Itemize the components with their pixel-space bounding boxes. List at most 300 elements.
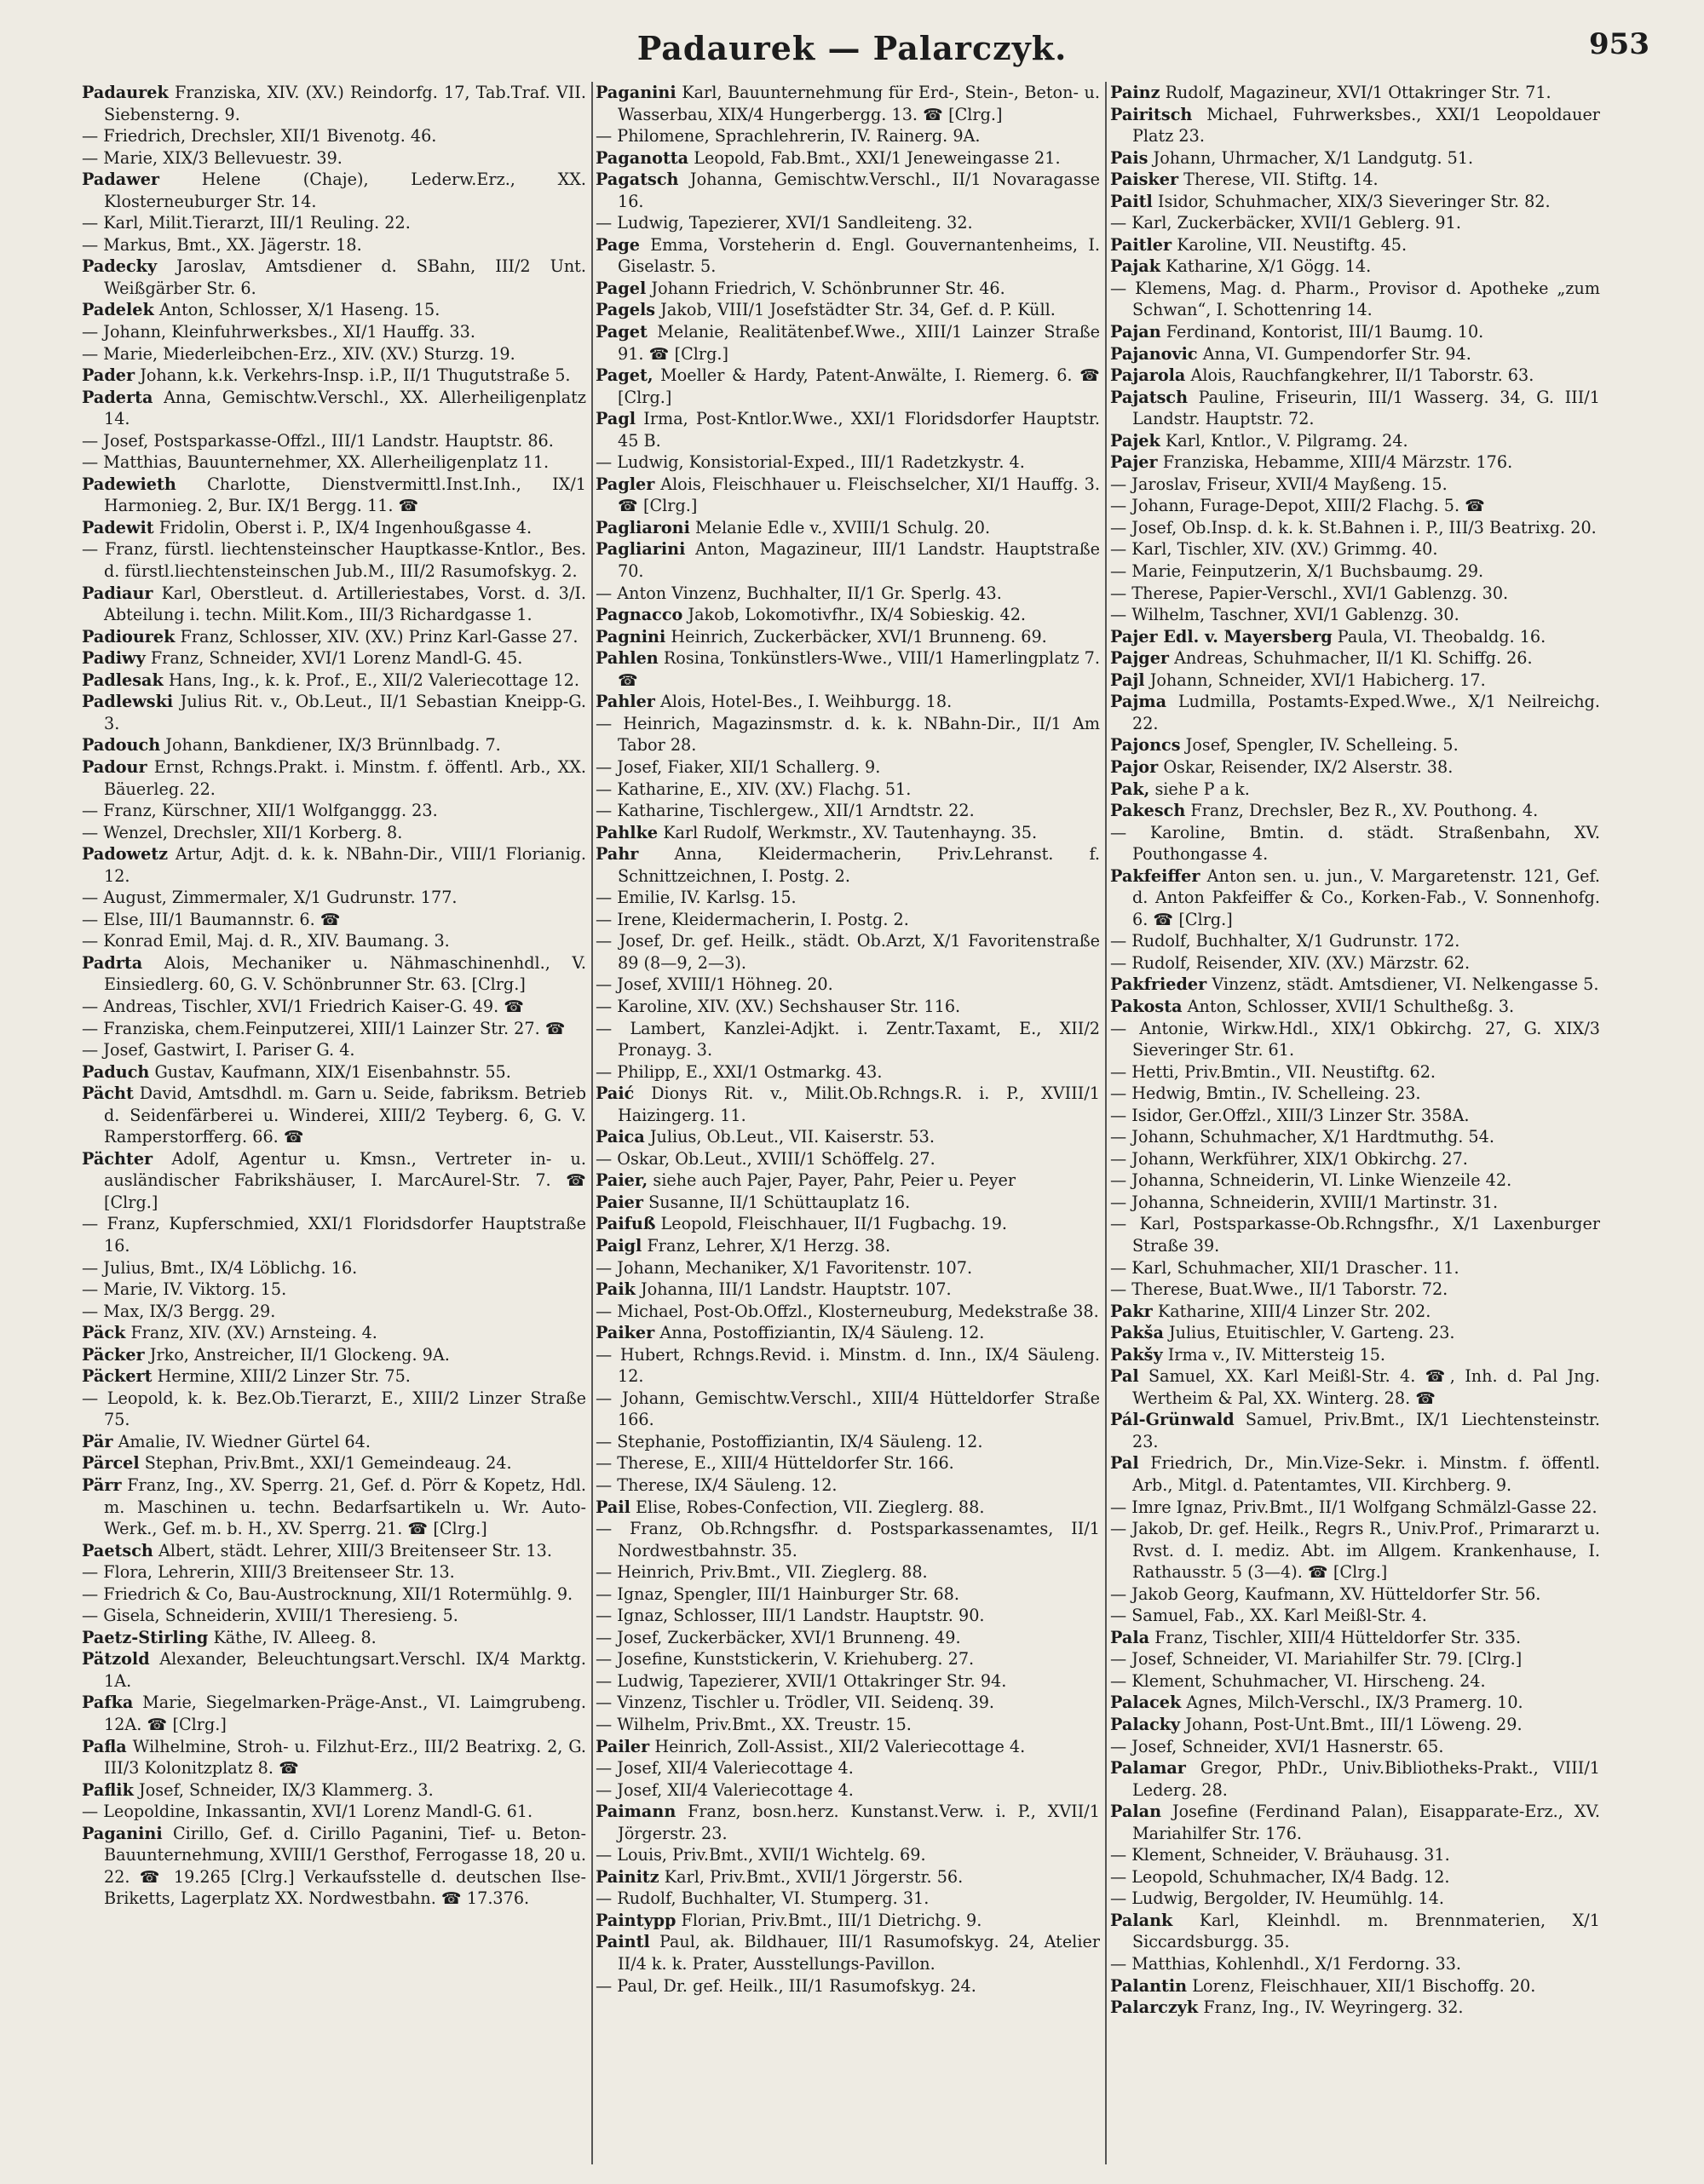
directory-entry	[1110, 1714, 1600, 1736]
entry-text: — Therese, IX/4 Säuleng. 12.	[596, 1475, 838, 1495]
entry-text: Anna, Postoffiziantin, IX/4 Säuleng. 12.	[659, 1323, 985, 1343]
entry-text: — Karl, Tischler, XIV. (XV.) Grimmg. 40.	[1110, 539, 1438, 560]
directory-entry	[82, 1018, 586, 1040]
entry-surname: Pala	[1110, 1627, 1150, 1647]
directory-entry	[82, 843, 586, 887]
directory-entry	[1110, 147, 1600, 170]
entry-text: — Andreas, Tischler, XVI/1 Friedrich Kaiser-G. 49. ☎	[82, 996, 525, 1016]
directory-entry	[596, 1627, 1100, 1649]
directory-entry	[82, 321, 586, 343]
entry-text: — Marie, IV. Viktorg. 15.	[82, 1279, 287, 1300]
entry-surname: Pajer	[1110, 452, 1158, 473]
entry-text: Karl, Bauunternehmung für Erd-, Stein-, Beton- u. Wasserbau, XIX/4 Hungerbergg. 13. ☎ [Clrg.]	[618, 83, 1100, 124]
directory-entry	[596, 1431, 1100, 1453]
directory-entry	[596, 408, 1100, 451]
column-divider	[1105, 82, 1107, 2164]
entry-text: — Leopold, Schuhmacher, IX/4 Badg. 12.	[1110, 1866, 1450, 1887]
entry-surname: Pakfrieder	[1110, 974, 1207, 995]
entry-text: Ludmilla, Postamts-Exped.Wwe., X/1 Neilreichg. 22.	[1132, 692, 1600, 733]
directory-entry	[82, 734, 586, 756]
directory-entry	[1110, 1670, 1600, 1693]
directory-entry	[1110, 169, 1600, 191]
directory-entry	[1110, 474, 1600, 496]
directory-entry	[596, 1235, 1100, 1257]
entry-surname: Padiourek	[82, 626, 176, 647]
directory-entry	[1110, 1409, 1600, 1452]
entry-surname: Paitler	[1110, 234, 1172, 255]
directory-entry	[596, 1474, 1100, 1497]
entry-text: — Karoline, Bmtin. d. städt. Straßenbahn, XV. Pouthongasse 4.	[1110, 822, 1600, 865]
directory-entry	[1110, 560, 1600, 583]
directory-entry	[596, 930, 1100, 974]
entry-text: — Friedrich, Drechsler, XII/1 Bivenotg. 46.	[82, 126, 437, 147]
directory-entry	[82, 82, 586, 125]
directory-entry	[1110, 387, 1600, 430]
directory-entry	[596, 125, 1100, 147]
directory-entry	[82, 1083, 586, 1148]
entry-text: Rudolf, Magazineur, XVI/1 Ottakringer Str. 71.	[1165, 83, 1551, 102]
entry-text: Therese, VII. Stiftg. 14.	[1183, 170, 1379, 190]
directory-entry	[82, 147, 586, 170]
entry-text: — August, Zimmermaler, X/1 Gudrunstr. 177.	[82, 888, 458, 908]
entry-text: Irma v., IV. Mittersteig 15.	[1167, 1344, 1386, 1365]
entry-text: — Franziska, chem.Feinputzerei, XIII/1 Lainzer Str. 27. ☎	[82, 1018, 566, 1038]
directory-entry	[1110, 1061, 1600, 1083]
entry-surname: Pächter	[82, 1148, 153, 1169]
entry-surname: Pakfeiffer	[1110, 865, 1200, 886]
entry-surname: Palank	[1110, 1910, 1173, 1930]
entry-text: Franz, XIV. (XV.) Arnsteing. 4.	[130, 1323, 377, 1343]
directory-entry	[1110, 495, 1600, 517]
entry-text: — Irene, Kleidermacherin, I. Postg. 2.	[596, 909, 909, 929]
entry-text: Charlotte, Dienstvermittl.Inst.Inh., IX/1 Harmonieg. 2, Bur. IX/1 Bergg. 11. ☎	[104, 474, 586, 516]
entry-text: Jakob, VIII/1 Josefstädter Str. 34, Gef. d. P. Küll.	[660, 300, 1056, 320]
directory-entry	[596, 517, 1100, 539]
entry-surname: Pahr	[596, 844, 639, 865]
directory-entry	[1110, 670, 1600, 692]
entry-text: — Franz, Ob.Rchngsfhr. d. Postsparkassenamtes, II/1 Nordwestbahnstr. 35.	[596, 1519, 1100, 1560]
entry-surname: Pál-Grünwald	[1110, 1410, 1235, 1430]
directory-entry	[1110, 1192, 1600, 1214]
entry-surname: Pais	[1110, 147, 1148, 168]
directory-entry	[82, 1561, 586, 1583]
entry-text: — Johanna, Schneiderin, VI. Linke Wienzeile 42.	[1110, 1170, 1512, 1191]
entry-text: Artur, Adjt. d. k. k. NBahn-Dir., VIII/1 Florianig. 12.	[104, 844, 586, 886]
directory-entry	[596, 1279, 1100, 1301]
entry-surname: Pajatsch	[1110, 387, 1189, 407]
directory-entry	[596, 1301, 1100, 1323]
entry-text: Oskar, Reisender, IX/2 Alserstr. 38.	[1163, 756, 1454, 777]
entry-text: Alois, Fleischhauer u. Fleischselcher, XI/1 Hauffg. 3. ☎ [Clrg.]	[618, 474, 1100, 516]
entry-text: — Heinrich, Priv.Bmt., VII. Zieglerg. 88.	[596, 1562, 928, 1583]
entry-text: — Josef, Dr. gef. Heilk., städt. Ob.Arzt, X/1 Favoritenstraße 89 (8—9, 2—3).	[596, 931, 1100, 973]
entry-surname: Paitl	[1110, 191, 1153, 211]
entry-text: Elise, Robes-Confection, VII. Zieglerg. 88.	[636, 1497, 985, 1517]
directory-entry	[82, 1213, 586, 1256]
directory-entry	[1110, 1148, 1600, 1170]
entry-surname: Pärcel	[82, 1453, 140, 1474]
entry-text: Irma, Post-Kntlor.Wwe., XXI/1 Floridsdorfer Hauptstr. 45 B.	[618, 409, 1100, 451]
entry-text: — Josef, XVIII/1 Höhneg. 20.	[596, 974, 833, 995]
entry-text: Franz, Ing., IV. Weyringerg. 32.	[1203, 1997, 1464, 2018]
entry-surname: Padlewski	[82, 692, 174, 712]
entry-text: — Max, IX/3 Bergg. 29.	[82, 1301, 276, 1321]
entry-text: — Johann, Werkführer, XIX/1 Obkirchg. 27.	[1110, 1148, 1468, 1169]
entry-text: — Anton Vinzenz, Buchhalter, II/1 Gr. Sperlg. 43.	[596, 583, 1002, 603]
directory-entry	[82, 1474, 586, 1540]
entry-surname: Padrta	[82, 952, 143, 973]
entry-surname: Pakr	[1110, 1301, 1153, 1321]
entry-text: — Marie, XIX/3 Bellevuestr. 39.	[82, 147, 343, 168]
entry-surname: Page	[596, 234, 640, 255]
directory-entry	[596, 822, 1100, 844]
entry-text: — Josefine, Kunststickerin, V. Kriehuberg. 27.	[596, 1649, 975, 1670]
entry-text: — Johann, Kleinfuhrwerksbes., XI/1 Hauffg. 33.	[82, 322, 475, 342]
entry-text: — Josef, Schneider, VI. Mariahilfer Str. 79. [Clrg.]	[1110, 1649, 1523, 1670]
directory-entry	[1110, 1452, 1600, 1496]
directory-entry	[1110, 1801, 1600, 1844]
entry-text: Karl, Kleinhdl. m. Brennmaterien, X/1 Siccardsburgg. 35.	[1132, 1910, 1600, 1952]
entry-surname: Pajer Edl. v. Mayersberg	[1110, 626, 1333, 647]
directory-entry	[82, 1431, 586, 1453]
directory-entry	[82, 1801, 586, 1823]
entry-text: Heinrich, Zuckerbäcker, XVI/1 Brunneng. 69.	[671, 626, 1047, 647]
entry-text: — Lambert, Kanzlei-Adjkt. i. Zentr.Taxamt, E., XII/2 Pronayg. 3.	[596, 1018, 1100, 1060]
entry-surname: Pagnacco	[596, 605, 683, 625]
entry-surname: Padiwy	[82, 648, 146, 669]
page-number: 953	[1589, 27, 1649, 61]
entry-text: — Rudolf, Buchhalter, VI. Stumperg. 31.	[596, 1888, 930, 1909]
entry-text: Karl Rudolf, Werkmstr., XV. Tautenhayng. 35.	[663, 822, 1038, 842]
directory-entry	[82, 125, 586, 147]
entry-surname: Päck	[82, 1323, 126, 1343]
directory-entry	[82, 1627, 586, 1649]
directory-entry	[1110, 538, 1600, 560]
running-head: Padaurek — Palarczyk.	[636, 29, 1068, 67]
entry-text: Franziska, Hebamme, XIII/4 Märzstr. 176.	[1162, 452, 1513, 473]
entry-text: Johann, Bankdiener, IX/3 Brünnlbadg. 7.	[165, 735, 501, 756]
directory-entry	[82, 887, 586, 909]
column-middle	[596, 82, 1100, 2164]
entry-text: — Imre Ignaz, Priv.Bmt., II/1 Wolfgang Schmälzl-Gasse 22.	[1110, 1497, 1598, 1517]
directory-entry	[596, 909, 1100, 931]
entry-surname: Pächt	[82, 1083, 134, 1104]
entry-surname: Pairitsch	[1110, 104, 1193, 124]
entry-text: — Markus, Bmt., XX. Jägerstr. 18.	[82, 234, 362, 255]
directory-entry	[82, 256, 586, 299]
entry-surname: Paier,	[596, 1170, 648, 1191]
entry-surname: Pahlen	[596, 648, 659, 669]
entry-surname: Pagels	[596, 300, 656, 320]
directory-entry	[1110, 1170, 1600, 1192]
entry-text: — Josef, Zuckerbäcker, XVI/1 Brunneng. 49.	[596, 1627, 961, 1647]
entry-surname: Padecky	[82, 256, 158, 277]
directory-entry	[596, 1779, 1100, 1802]
entry-text: Ferdinand, Kontorist, III/1 Baumg. 10.	[1166, 322, 1484, 342]
directory-entry	[596, 1518, 1100, 1561]
entry-surname: Pak,	[1110, 779, 1150, 799]
entry-surname: Paduch	[82, 1061, 150, 1082]
entry-text: — Wilhelm, Taschner, XVI/1 Gablenzg. 30.	[1110, 605, 1459, 625]
entry-text: — Gisela, Schneiderin, XVIII/1 Theresieng. 5.	[82, 1606, 458, 1626]
entry-text: Julius Rit. v., Ob.Leut., II/1 Sebastian Kneipp-G. 3.	[104, 692, 586, 733]
entry-surname: Pailer	[596, 1736, 650, 1756]
entry-surname: Pagatsch	[596, 170, 679, 190]
directory-entry	[1110, 1692, 1600, 1714]
entry-text: Johann, k.k. Verkehrs-Insp. i.P., II/1 Thugutstraße 5.	[140, 365, 571, 386]
entry-text: — Oskar, Ob.Leut., XVIII/1 Schöffelg. 27.	[596, 1148, 935, 1169]
entry-text: Anna, VI. Gumpendorfer Str. 94.	[1202, 343, 1471, 364]
entry-text: Karoline, VII. Neustiftg. 45.	[1177, 234, 1408, 255]
entry-text: — Ignaz, Schlosser, III/1 Landstr. Hauptstr. 90.	[596, 1606, 985, 1626]
entry-surname: Paik	[596, 1279, 636, 1300]
directory-entry	[1110, 1648, 1600, 1670]
entry-surname: Pagler	[596, 474, 655, 494]
entry-surname: Pal	[1110, 1453, 1139, 1474]
entry-text: — Ignaz, Spengler, III/1 Hainburger Str. 68.	[596, 1583, 959, 1604]
entry-text: Karl, Kntlor., V. Pilgramg. 24.	[1165, 430, 1408, 451]
entry-text: — Josef, Postsparkasse-Offzl., III/1 Landstr. Hauptstr. 86.	[82, 430, 554, 451]
directory-entry	[1110, 1105, 1600, 1127]
entry-text: — Samuel, Fab., XX. Karl Meißl-Str. 4.	[1110, 1606, 1427, 1626]
directory-entry	[82, 538, 586, 582]
directory-entry	[1110, 517, 1600, 539]
entry-text: — Jakob Georg, Kaufmann, XV. Hütteldorfer Str. 56.	[1110, 1583, 1541, 1604]
directory-entry	[82, 343, 586, 365]
entry-surname: Pafka	[82, 1693, 134, 1713]
directory-entry	[82, 169, 586, 212]
entry-text: — Therese, Buat.Wwe., II/1 Taborstr. 72.	[1110, 1279, 1448, 1300]
directory-entry	[82, 691, 586, 734]
directory-entry	[82, 1779, 586, 1802]
entry-surname: Paetz-Stirling	[82, 1627, 209, 1647]
entry-text: Franz, Schneider, XVI/1 Lorenz Mandl-G. 45.	[150, 648, 523, 669]
directory-entry	[82, 1279, 586, 1301]
entry-surname: Pajl	[1110, 670, 1145, 690]
entry-text: Andreas, Schuhmacher, II/1 Kl. Schiffg. 26.	[1174, 648, 1533, 669]
entry-text: — Matthias, Kohlenhdl., X/1 Ferdorng. 33.	[1110, 1954, 1462, 1974]
directory-entry	[82, 670, 586, 692]
entry-surname: Pajek	[1110, 430, 1160, 451]
entry-text: — Konrad Emil, Maj. d. R., XIV. Baumang. 3.	[82, 931, 450, 951]
directory-entry	[596, 1844, 1100, 1866]
directory-entry	[1110, 734, 1600, 756]
entry-text: Dionys Rit. v., Milit.Ob.Rchngs.R. i. P., XVIII/1 Haizingerg. 11.	[618, 1083, 1100, 1125]
directory-entry	[82, 451, 586, 474]
entry-text: Albert, städt. Lehrer, XIII/3 Breitenseer Str. 13.	[158, 1540, 552, 1560]
entry-text: Leopold, Fleischhauer, II/1 Fugbachg. 19.	[660, 1214, 1007, 1234]
directory-entry	[1110, 365, 1600, 387]
entry-text: Fridolin, Oberst i. P., IX/4 Ingenhoußgasse 4.	[158, 517, 532, 537]
entry-surname: Paisker	[1110, 170, 1179, 190]
entry-text: — Flora, Lehrerin, XIII/3 Breitenseer Str. 13.	[82, 1562, 455, 1583]
directory-entry	[1110, 1344, 1600, 1366]
entry-text: — Klement, Schuhmacher, VI. Hirscheng. 24.	[1110, 1670, 1486, 1691]
entry-text: Julius, Etuitischler, V. Garteng. 23.	[1168, 1323, 1455, 1343]
directory-entry	[596, 1148, 1100, 1170]
entry-text: — Rudolf, Reisender, XIV. (XV.) Märzstr. 62.	[1110, 952, 1471, 973]
directory-entry	[82, 1322, 586, 1344]
page-header	[0, 26, 1704, 68]
directory-entry	[596, 843, 1100, 887]
directory-entry	[82, 1823, 586, 1910]
directory-entry	[596, 1018, 1100, 1061]
directory-entry	[1110, 1583, 1600, 1606]
entry-text: — Marie, Miederleibchen-Erz., XIV. (XV.) Sturzg. 19.	[82, 343, 515, 364]
directory-entry	[596, 1213, 1100, 1235]
entry-surname: Pail	[596, 1497, 630, 1517]
entry-text: Alexander, Beleuchtungsart.Verschl. IX/4 Marktg. 1A.	[104, 1649, 586, 1691]
entry-text: Johann, Uhrmacher, X/1 Landgutg. 51.	[1153, 147, 1474, 168]
entry-text: — Karl, Milit.Tierarzt, III/1 Reuling. 22.	[82, 213, 411, 233]
entry-text: Samuel, XX. Karl Meißl-Str. 4. ☎, Inh. d. Pal Jng. Wertheim & Pal, XX. Winterg. 28. ☎	[1132, 1366, 1600, 1408]
directory-entry	[596, 1757, 1100, 1779]
entry-text: Johann, Post-Unt.Bmt., III/1 Löweng. 29.	[1185, 1715, 1523, 1735]
directory-entry	[1110, 430, 1600, 452]
entry-text: — Franz, fürstl. liechtensteinscher Hauptkasse-Kntlor., Bes. d. fürstl.liechtensteinschen Jub.M., III/2 Rasumofskyg. 2.	[82, 539, 586, 582]
directory-entry	[596, 1801, 1100, 1844]
directory-entry	[82, 952, 586, 996]
directory-entry	[1110, 1997, 1600, 2019]
entry-surname: Pagel	[596, 278, 647, 298]
entry-text: Adolf, Agentur u. Kmsn., Vertreter in- u. ausländischer Fabrikshäuser, I. MarcAurel-Str. 7. ☎ [Clrg.]	[104, 1148, 586, 1212]
entry-text: — Leopoldine, Inkassantin, XVI/1 Lorenz Mandl-G. 61.	[82, 1802, 533, 1822]
entry-text: — Johann, Gemischtw.Verschl., XIII/4 Hütteldorfer Straße 166.	[596, 1388, 1100, 1430]
directory-entry	[596, 1126, 1100, 1148]
directory-entry	[1110, 1736, 1600, 1758]
entry-text: Heinrich, Zoll-Assist., XII/2 Valeriecottage 4.	[654, 1736, 1026, 1756]
directory-entry	[596, 1648, 1100, 1670]
entry-text: Hans, Ing., k. k. Prof., E., XII/2 Valeriecottage 12.	[168, 670, 579, 690]
directory-entry	[82, 234, 586, 256]
entry-text: — Louis, Priv.Bmt., XVII/1 Wichtelg. 69.	[596, 1845, 926, 1865]
entry-text: Stephan, Priv.Bmt., XXI/1 Gemeindeaug. 24.	[144, 1453, 512, 1474]
directory-entry	[596, 1561, 1100, 1583]
directory-entry	[1110, 626, 1600, 648]
directory-entry	[82, 1061, 586, 1083]
entry-text: — Hetti, Priv.Bmtin., VII. Neustiftg. 62.	[1110, 1061, 1436, 1082]
entry-text: — Leopold, k. k. Bez.Ob.Tierarzt, E., XIII/2 Linzer Straße 75.	[82, 1388, 586, 1430]
entry-text: — Ludwig, Tapezierer, XVII/1 Ottakringer Str. 94.	[596, 1670, 1007, 1691]
directory-entry	[1110, 1627, 1600, 1649]
entry-text: Franz, Schlosser, XIV. (XV.) Prinz Karl-Gasse 27.	[180, 626, 579, 647]
entry-surname: Pär	[82, 1431, 113, 1451]
directory-entry	[1110, 1213, 1600, 1256]
directory-entry	[596, 756, 1100, 779]
directory-entry	[82, 583, 586, 626]
entry-text: Agnes, Milch-Verschl., IX/3 Pramerg. 10.	[1186, 1693, 1523, 1713]
entry-text: Käthe, IV. Alleeg. 8.	[213, 1627, 377, 1647]
directory-entry	[82, 1452, 586, 1474]
entry-text: — Rudolf, Buchhalter, X/1 Gudrunstr. 172.	[1110, 931, 1460, 951]
entry-surname: Palan	[1110, 1802, 1162, 1822]
directory-entry	[1110, 1910, 1600, 1953]
entry-text: — Julius, Bmt., IX/4 Löblichg. 16.	[82, 1257, 358, 1278]
entry-surname: Pajoncs	[1110, 735, 1181, 756]
directory-entry	[82, 800, 586, 822]
directory-entry	[596, 278, 1100, 300]
entry-text: — Karl, Postsparkasse-Ob.Rchngsfhr., X/1 Laxenburger Straße 39.	[1110, 1214, 1600, 1256]
entry-surname: Pakosta	[1110, 996, 1183, 1016]
entry-surname: Paget,	[596, 365, 653, 386]
entry-surname: Padouch	[82, 735, 161, 756]
entry-text: Alois, Mechaniker u. Nähmaschinenhdl., V. Einsiedlerg. 60, G. V. Schönbrunner Str. 63. [Clrg.]	[104, 952, 586, 995]
entry-surname: Padaurek	[82, 83, 169, 102]
entry-text: siehe auch Pajer, Payer, Pahr, Peier u. Peyer	[653, 1170, 1016, 1191]
entry-text: Josef, Spengler, IV. Schelleing. 5.	[1185, 735, 1459, 756]
directory-entry	[1110, 1126, 1600, 1148]
directory-entry	[1110, 1888, 1600, 1910]
entry-text: David, Amtsdhdl. m. Garn u. Seide, fabriksm. Betrieb d. Seidenfärberei u. Winderei, XIII/2 Teyberg. 6, G. V. Ramperstorfferg. 66. ☎	[104, 1083, 586, 1147]
directory-entry	[1110, 691, 1600, 734]
directory-entry	[596, 1322, 1100, 1344]
entry-text: — Johann, Mechaniker, X/1 Favoritenstr. 107.	[596, 1257, 973, 1278]
entry-surname: Paganini	[596, 83, 676, 102]
entry-text: Franz, Ing., XV. Sperrg. 21, Gef. d. Pörr & Kopetz, Hdl. m. Maschinen u. techn. Bedarfsartikeln u. Wr. Auto-Werk., Gef. m. b. H., XV. Sperrg. 21. ☎ [Clrg.]	[104, 1475, 586, 1539]
entry-text: — Josef, Gastwirt, I. Pariser G. 4.	[82, 1040, 355, 1060]
entry-surname: Padiaur	[82, 583, 153, 603]
directory-entry	[1110, 779, 1600, 801]
directory-entry	[596, 451, 1100, 474]
entry-text: — Josef, XII/4 Valeriecottage 4.	[596, 1779, 854, 1800]
entry-text: Anton, Schlosser, XVII/1 Schultheßg. 3.	[1187, 996, 1515, 1016]
entry-text: — Jakob, Dr. gef. Heilk., Regrs R., Univ.Prof., Primararzt u. Rvst. d. I. mediz. Abt. im Allgem. Krankenhause, I. Rathausstr. 5 (3—4). ☎ [Clrg.]	[1110, 1519, 1600, 1583]
directory-entry	[1110, 1518, 1600, 1583]
entry-surname: Paifuß	[596, 1214, 656, 1234]
directory-entry	[1110, 343, 1600, 365]
entry-text: Helene (Chaje), Lederw.Erz., XX. Klosterneuburger Str. 14.	[104, 170, 586, 211]
entry-text: Katharine, XIII/4 Linzer Str. 202.	[1157, 1301, 1431, 1321]
entry-text: Anton, Schlosser, X/1 Haseng. 15.	[158, 300, 440, 320]
entry-text: Friedrich, Dr., Min.Vize-Sekr. i. Minstm. f. öffentl. Arb., Mitgl. d. Patentamtes, VII. Kirchberg. 9.	[1132, 1453, 1600, 1495]
entry-text: — Isidor, Ger.Offzl., XIII/3 Linzer Str. 358A.	[1110, 1105, 1470, 1125]
entry-text: Samuel, Priv.Bmt., IX/1 Liechtensteinstr. 23.	[1132, 1410, 1600, 1451]
directory-entry	[1110, 1018, 1600, 1061]
directory-entry	[1110, 321, 1600, 343]
directory-entry	[82, 1039, 586, 1061]
entry-surname: Palantin	[1110, 1975, 1188, 1996]
entry-text: Ernst, Rchngs.Prakt. i. Minstm. f. öffentl. Arb., XX. Bäuerleg. 22.	[104, 756, 586, 799]
directory-entry	[596, 212, 1100, 234]
entry-text: Johann, Schneider, XVI/1 Habicherg. 17.	[1149, 670, 1486, 690]
entry-text: Marie, Siegelmarken-Präge-Anst., VI. Laimgrubeng. 12A. ☎ [Clrg.]	[104, 1693, 586, 1735]
entry-text: Cirillo, Gef. d. Cirillo Paganini, Tief- u. Beton-Bauunternehmung, XVIII/1 Gersthof, Ferrogasse 18, 20 u. 22. ☎ 19.265 [Clrg.] Verkaufsstelle d. deutschen Ilse-Briketts, Lagerplatz XX. Nordwestbahn. ☎ 17.376.	[104, 1823, 586, 1909]
directory-entry	[82, 365, 586, 387]
entry-text: — Hubert, Rchngs.Revid. i. Minstm. d. Inn., IX/4 Säuleng. 12.	[596, 1344, 1100, 1387]
entry-text: Melanie Edle v., XVIII/1 Schulg. 20.	[695, 517, 991, 537]
entry-text: — Wilhelm, Priv.Bmt., XX. Treustr. 15.	[596, 1715, 912, 1735]
directory-entry	[596, 1388, 1100, 1431]
entry-surname: Pahlke	[596, 822, 659, 842]
entry-text: Katharine, X/1 Gögg. 14.	[1166, 256, 1372, 277]
entry-text: Johanna, III/1 Landstr. Hauptstr. 107.	[641, 1279, 952, 1300]
entry-surname: Pagliaroni	[596, 517, 690, 537]
entry-text: — Josef, XII/4 Valeriecottage 4.	[596, 1758, 854, 1779]
directory-entry	[596, 1692, 1100, 1714]
entry-surname: Painz	[1110, 83, 1160, 102]
entry-text: — Franz, Kürschner, XII/1 Wolfganggg. 23.	[82, 801, 438, 821]
directory-entry	[596, 1257, 1100, 1279]
directory-entry	[1110, 604, 1600, 626]
entry-text: — Matthias, Bauunternehmer, XX. Allerheiligenplatz 11.	[82, 452, 550, 473]
entry-text: — Hedwig, Bmtin., IV. Schelleing. 23.	[1110, 1083, 1421, 1104]
entry-text: — Karoline, XIV. (XV.) Sechshauser Str. 116.	[596, 996, 961, 1016]
directory-entry	[596, 887, 1100, 909]
entry-text: Anton, Magazineur, III/1 Landstr. Hauptstraße 70.	[618, 539, 1100, 582]
entry-text: Rosina, Tonkünstlers-Wwe., VIII/1 Hamerlingplatz 7. ☎	[618, 648, 1100, 690]
entry-surname: Pätzold	[82, 1649, 150, 1670]
entry-surname: Paintl	[596, 1932, 650, 1952]
